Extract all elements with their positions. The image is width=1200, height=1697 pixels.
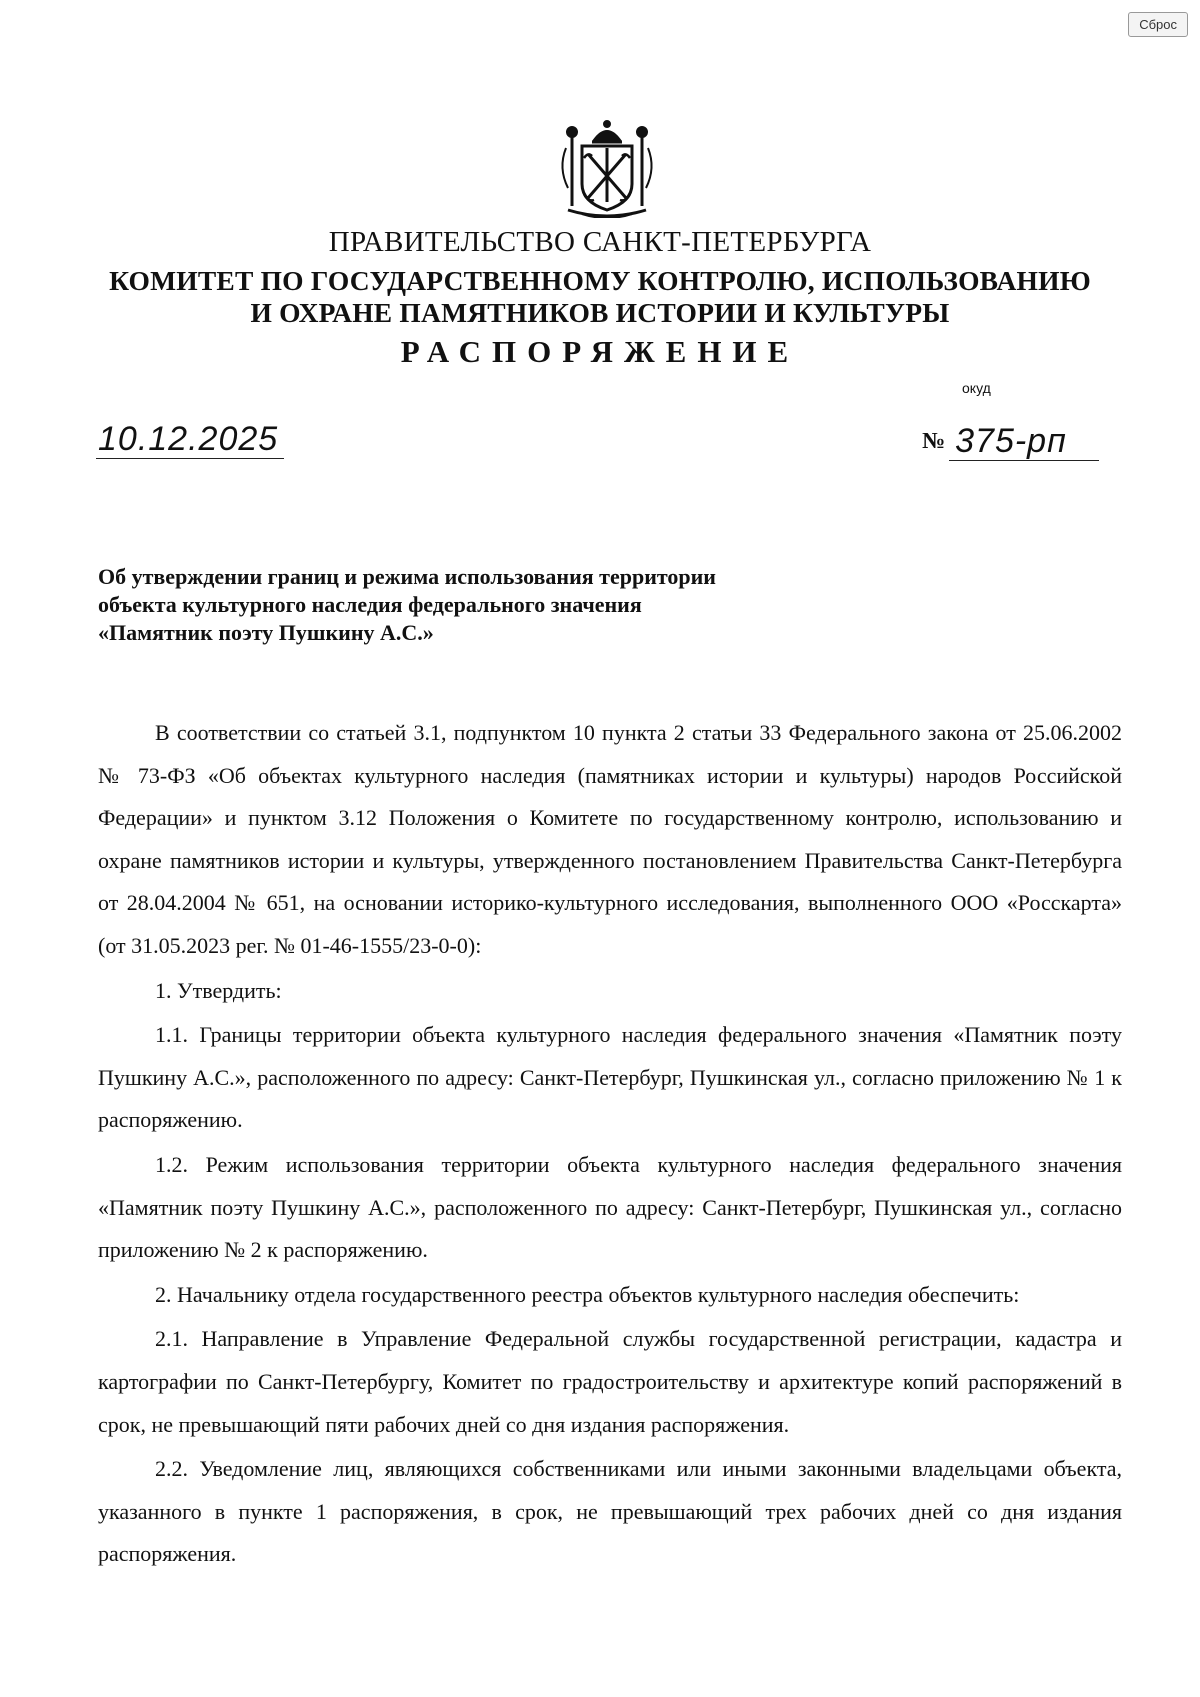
item-2: 2. Начальнику отдела государственного реестра объектов культурного наследия обеспечить:: [155, 1281, 1020, 1307]
number-value: 375-рп: [949, 424, 1099, 461]
preamble-paragraph: В соответствии со статьей 3.1, подпунктом 10 пункта 2 статьи 33 Федерального закона от 25.06.2002 № 73-ФЗ «Об объектах культурного наследия (памятниках истории и культуры) народов Российской Федерации» и пунктом 3.12 Положения о Комитете по государственному контролю, использованию и охране памятников истории и культуры, утвержденного постановлением Правительства Санкт-Петербурга от 28.04.2004 № 651, на основании историко-культурного исследования, выполненного ООО «Росскарта» (от 31.05.2023 рег. № 01-46-1555/23-0-0):: [98, 720, 1122, 958]
subject-line-2: объекта культурного наследия федерального значения: [98, 592, 642, 617]
item-1-1: 1.1. Границы территории объекта культурного наследия федерального значения «Памятник поэту Пушкину А.С.», расположенного по адресу: Санкт-Петербург, Пушкинская ул., согласно приложению № 1 к распоряжению.: [98, 1022, 1122, 1133]
number-prefix: №: [922, 428, 946, 453]
subject-line-3: «Памятник поэту Пушкину А.С.»: [98, 620, 434, 645]
document-body: [98, 712, 1122, 1576]
document-subject: [98, 563, 716, 647]
government-name: ПРАВИТЕЛЬСТВО САНКТ-ПЕТЕРБУРГА: [328, 226, 872, 258]
item-2-2: 2.2. Уведомление лиц, являющихся собственниками или иными законными владельцами объекта, указанного в пункте 1 распоряжения, в срок, не превышающий трех рабочих дней со дня издания распоряжения.: [98, 1456, 1122, 1567]
committee-name-line-1: КОМИТЕТ ПО ГОСУДАРСТВЕННОМУ КОНТРОЛЮ, ИСПОЛЬЗОВАНИЮ: [109, 265, 1091, 296]
document-type: РАСПОРЯЖЕНИЕ: [400, 334, 800, 369]
committee-name-line-2: И ОХРАНЕ ПАМЯТНИКОВ ИСТОРИИ И КУЛЬТУРЫ: [250, 297, 950, 328]
coat-of-arms-icon: [548, 118, 666, 218]
document-date: 10.12.2025: [96, 422, 284, 459]
item-1: 1. Утвердить:: [155, 977, 282, 1003]
item-2-1: 2.1. Направление в Управление Федеральной службы государственной регистрации, кадастра и картографии по Санкт-Петербургу, Комитет по градостроительству и архитектуре копий распоряжений в срок, не превышающий пяти рабочих дней со дня издания распоряжения.: [98, 1326, 1122, 1437]
okud-label: окуд: [962, 380, 991, 396]
item-1-2: 1.2. Режим использования территории объекта культурного наследия федерального значения «Памятник поэту Пушкину А.С.», расположенного по адресу: Санкт-Петербург, Пушкинская ул., согласно приложению № 2 к распоряжению.: [98, 1151, 1122, 1263]
reset-button[interactable]: Сброс: [1128, 12, 1188, 37]
document-number: [922, 424, 1099, 461]
subject-line-1: Об утверждении границ и режима использования территории: [98, 564, 716, 589]
